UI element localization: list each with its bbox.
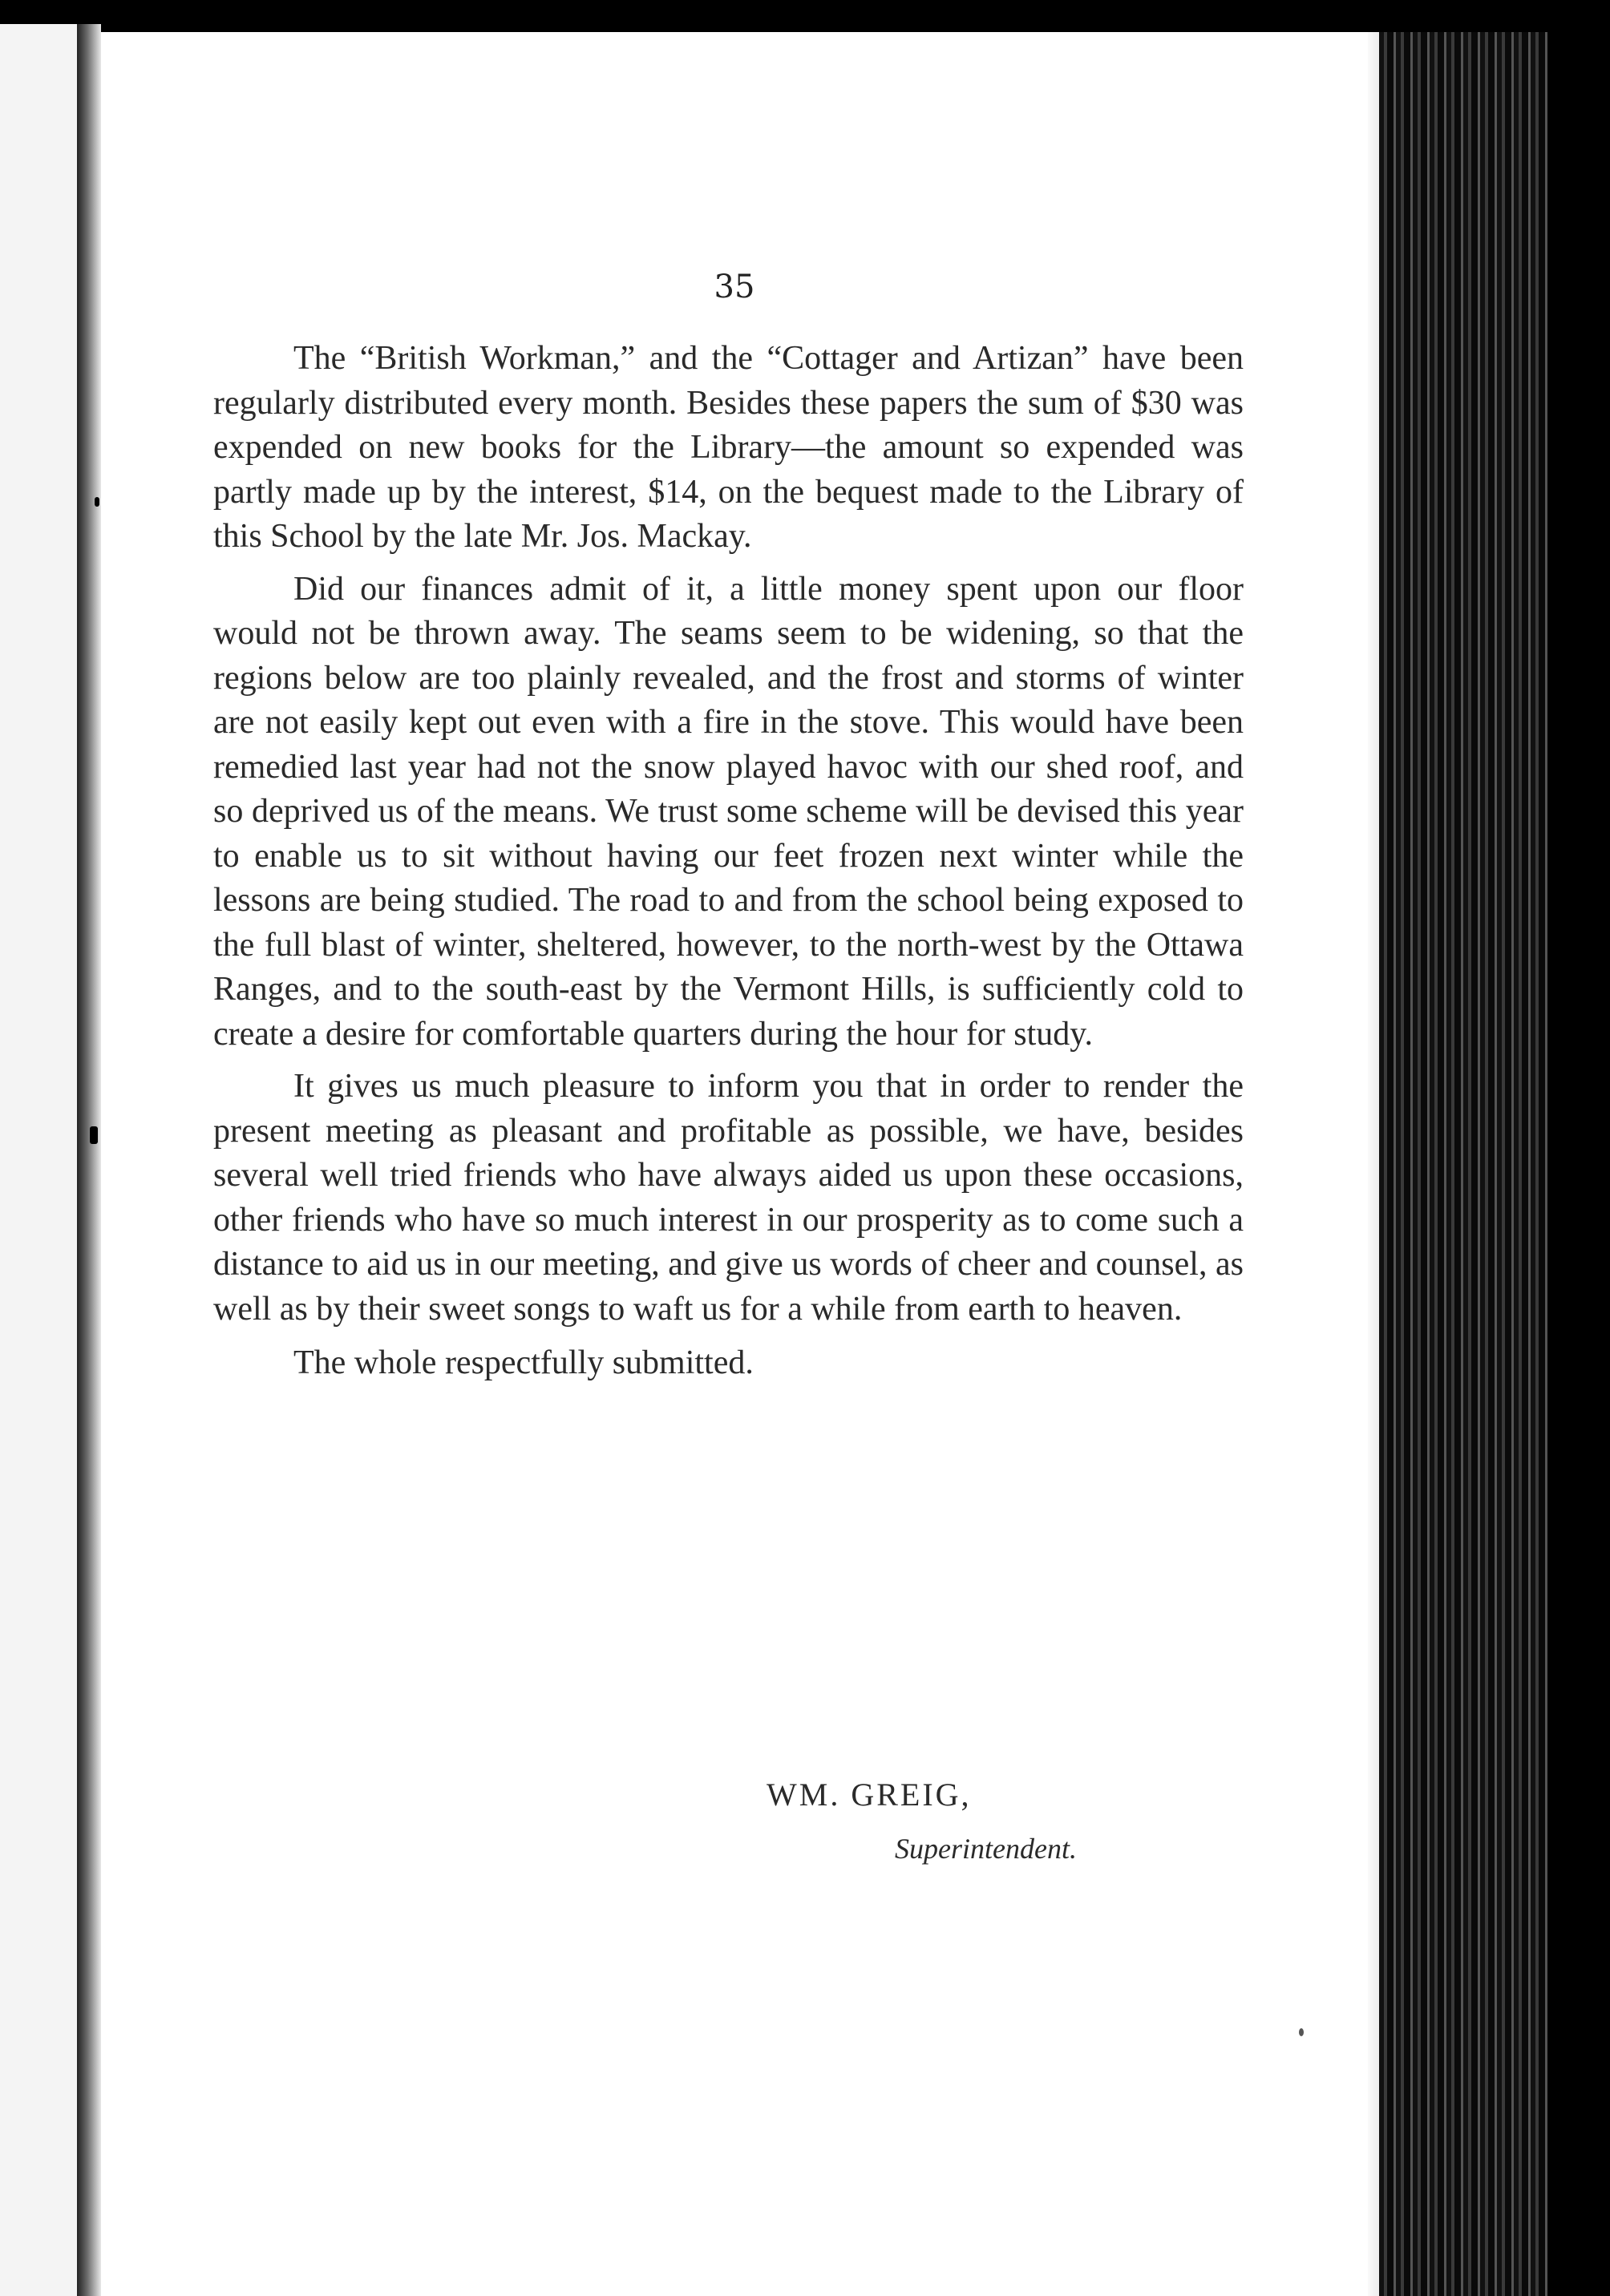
gutter-mark <box>95 497 99 507</box>
signature-title: Superintendent. <box>895 1833 1077 1865</box>
paragraph: It gives us much pleasure to inform you that in order to render the present meeting as pleasant and profitable as possible, we have, besides several well tried friends who have always aided us upon these occasions, other friends who have so much interest in our prosperity as to come such a distance to aid us in our meeting, and give us words of cheer and counsel, as well as by their sweet songs to waft us for a while from earth to heaven. <box>213 1068 1244 1328</box>
scan-top-border <box>0 0 1610 32</box>
page-number: 35 <box>714 269 755 305</box>
book-page <box>101 32 1368 2296</box>
body-text <box>213 337 1244 1386</box>
gutter-mark <box>90 1126 98 1144</box>
paragraph: The “British Workman,” and the “Cottager and Artizan” have been regularly distributed every month. Besides these papers the sum of $30 was expended on new books for the Library—the amount so expended was partly made up by the interest, $14, on the bequest made to the Library of this School by the late Mr. Jos. Mackay. <box>213 340 1244 555</box>
left-facing-page-edge <box>0 24 85 2296</box>
signature-name: WM. GREIG, <box>767 1777 972 1813</box>
paragraph: Did our finances admit of it, a little money spent upon our floor would not be thrown away. The seams seem to be widening, so that the regions below are too plainly revealed, and the frost and storms of winter are not easily kept out even with a fire in the stove. This would have been remedied last year had not the snow played havoc with our shed roof, and so deprived us of the means. We trust some scheme will be devised this year to enable us to sit without having our feet frozen next winter while the lessons are being studied. The road to and from the school being exposed to the full blast of winter, sheltered, however, to the north-west by the Ottawa Ranges, and to the south-east by the Vermont Hills, is sufficiently cold to create a desire for comfortable quarters during the hour for study. <box>213 570 1244 1053</box>
book-gutter <box>77 24 101 2296</box>
scan-right-border <box>1547 0 1610 2296</box>
closing-line: The whole respectfully submitted. <box>293 1344 754 1381</box>
paper-speck <box>1299 2028 1304 2036</box>
